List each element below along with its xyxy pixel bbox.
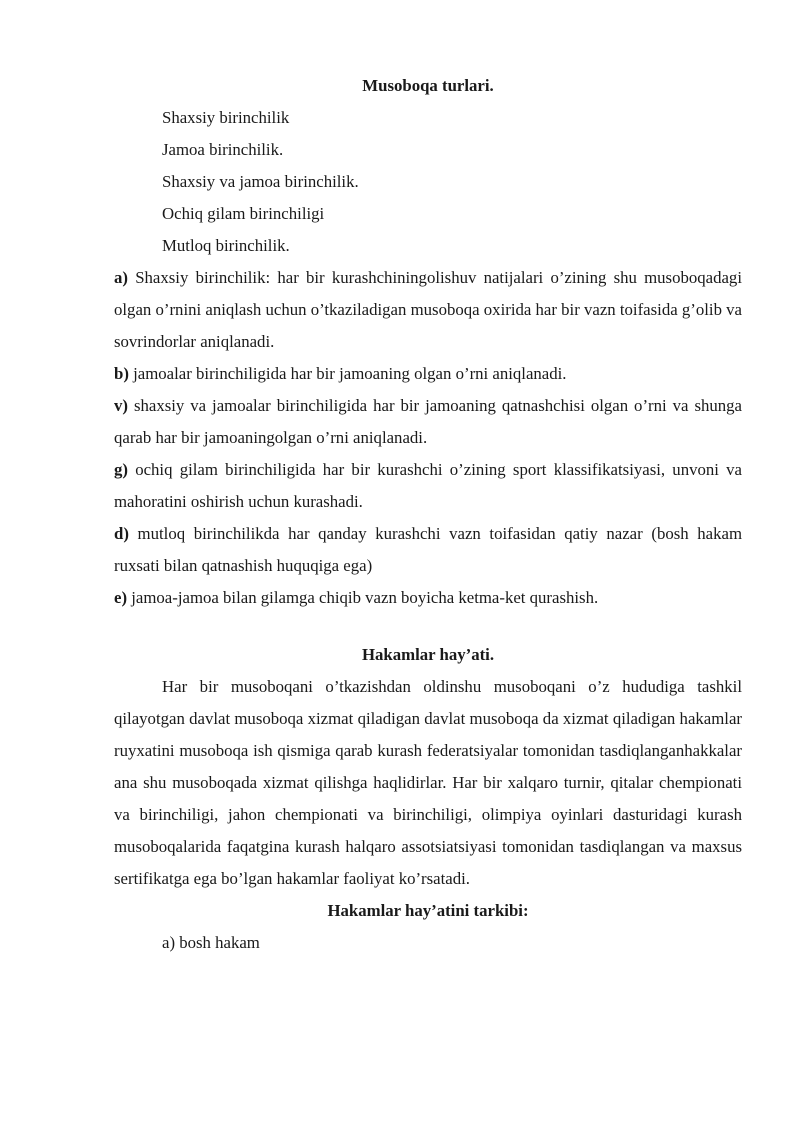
judges-panel-paragraph: Har bir musoboqani o’tkazishdan oldinshu musoboqani o’z hududiga tashkil qilayotgan davlat musoboqa xizmat qiladigan davlat musoboqa da xizmat qiladigan hakamlar ruyxatini musoboqa ish qismiga qarab kurash federatsiyalar tomonidan tasdiqlanganhakkalar ana shu musoboqada xizmat qilishga haqlidirlar. Har bir xalqaro turnir, qitalar chempionati va birinchiligi, jahon chempionati va birinchiligi, olimpiya oyinlari dasturidagi kurash musoboqalarida faqatgina kurash halqaro assotsiatsiyasi tomonidan tasdiqlangan va maxsus sertifikatga ega bo’lgan hakamlar faoliyat ko’rsatadi. <box>114 677 742 888</box>
section-title-judges-panel: Hakamlar hay’ati. <box>361 645 495 664</box>
competition-definition-paragraph <box>114 358 742 390</box>
item-text: jamoalar birinchiligida har bir jamoaning olgan o’rni aniqlanadi. <box>128 364 567 383</box>
competition-definition-paragraph <box>114 454 742 518</box>
item-text: Shaxsiy birinchilik: har bir kurashchiningolishuv natijalari o’zining shu musoboqadagi olgan o’rnini aniqlash uchun o’tkaziladigan musoboqa oxirida har bir vazn toifasida g’olib va sovrindorlar aniqlanadi. <box>114 268 742 351</box>
item-label: v) <box>114 396 128 415</box>
section-title-competition-types: Musoboqa turlari. <box>362 76 494 95</box>
item-label: e) <box>114 588 128 607</box>
competition-definition-paragraph <box>114 582 742 614</box>
competition-definition-paragraph <box>114 262 742 358</box>
item-text: shaxsiy va jamoalar birinchiligida har bir jamoaning qatnashchisi olgan o’rni va shunga qarab har bir jamoaningolgan o’rni aniqlanadi. <box>114 396 742 447</box>
competition-definition-paragraph <box>114 390 742 454</box>
competition-type-item: Jamoa birinchilik. <box>162 140 284 159</box>
item-label: a) <box>114 268 128 287</box>
document-page <box>114 70 742 959</box>
section-title-judges-composition: Hakamlar hay’atini tarkibi: <box>327 901 529 920</box>
item-text: mutloq birinchilikda har qanday kurashchi vazn toifasidan qatiy nazar (bosh hakam ruxsati bilan qatnashish huquqiga ega) <box>114 524 742 575</box>
item-label: d) <box>114 524 129 543</box>
item-text: jamoa-jamoa bilan gilamga chiqib vazn boyicha ketma-ket qurashish. <box>127 588 599 607</box>
item-label: b) <box>114 364 129 383</box>
item-text: ochiq gilam birinchiligida har bir kurashchi o’zining sport klassifikatsiyasi, unvoni va mahoratini oshirish uchun kurashadi. <box>114 460 742 511</box>
competition-definition-paragraph <box>114 518 742 582</box>
competition-type-item: Ochiq gilam birinchiligi <box>162 204 325 223</box>
section-spacer <box>114 614 742 639</box>
competition-type-item: Shaxsiy birinchilik <box>162 108 290 127</box>
competition-type-item: Mutloq birinchilik. <box>162 236 290 255</box>
competition-type-item: Shaxsiy va jamoa birinchilik. <box>162 172 359 191</box>
item-label: g) <box>114 460 128 479</box>
judges-composition-item: a) bosh hakam <box>162 933 260 952</box>
